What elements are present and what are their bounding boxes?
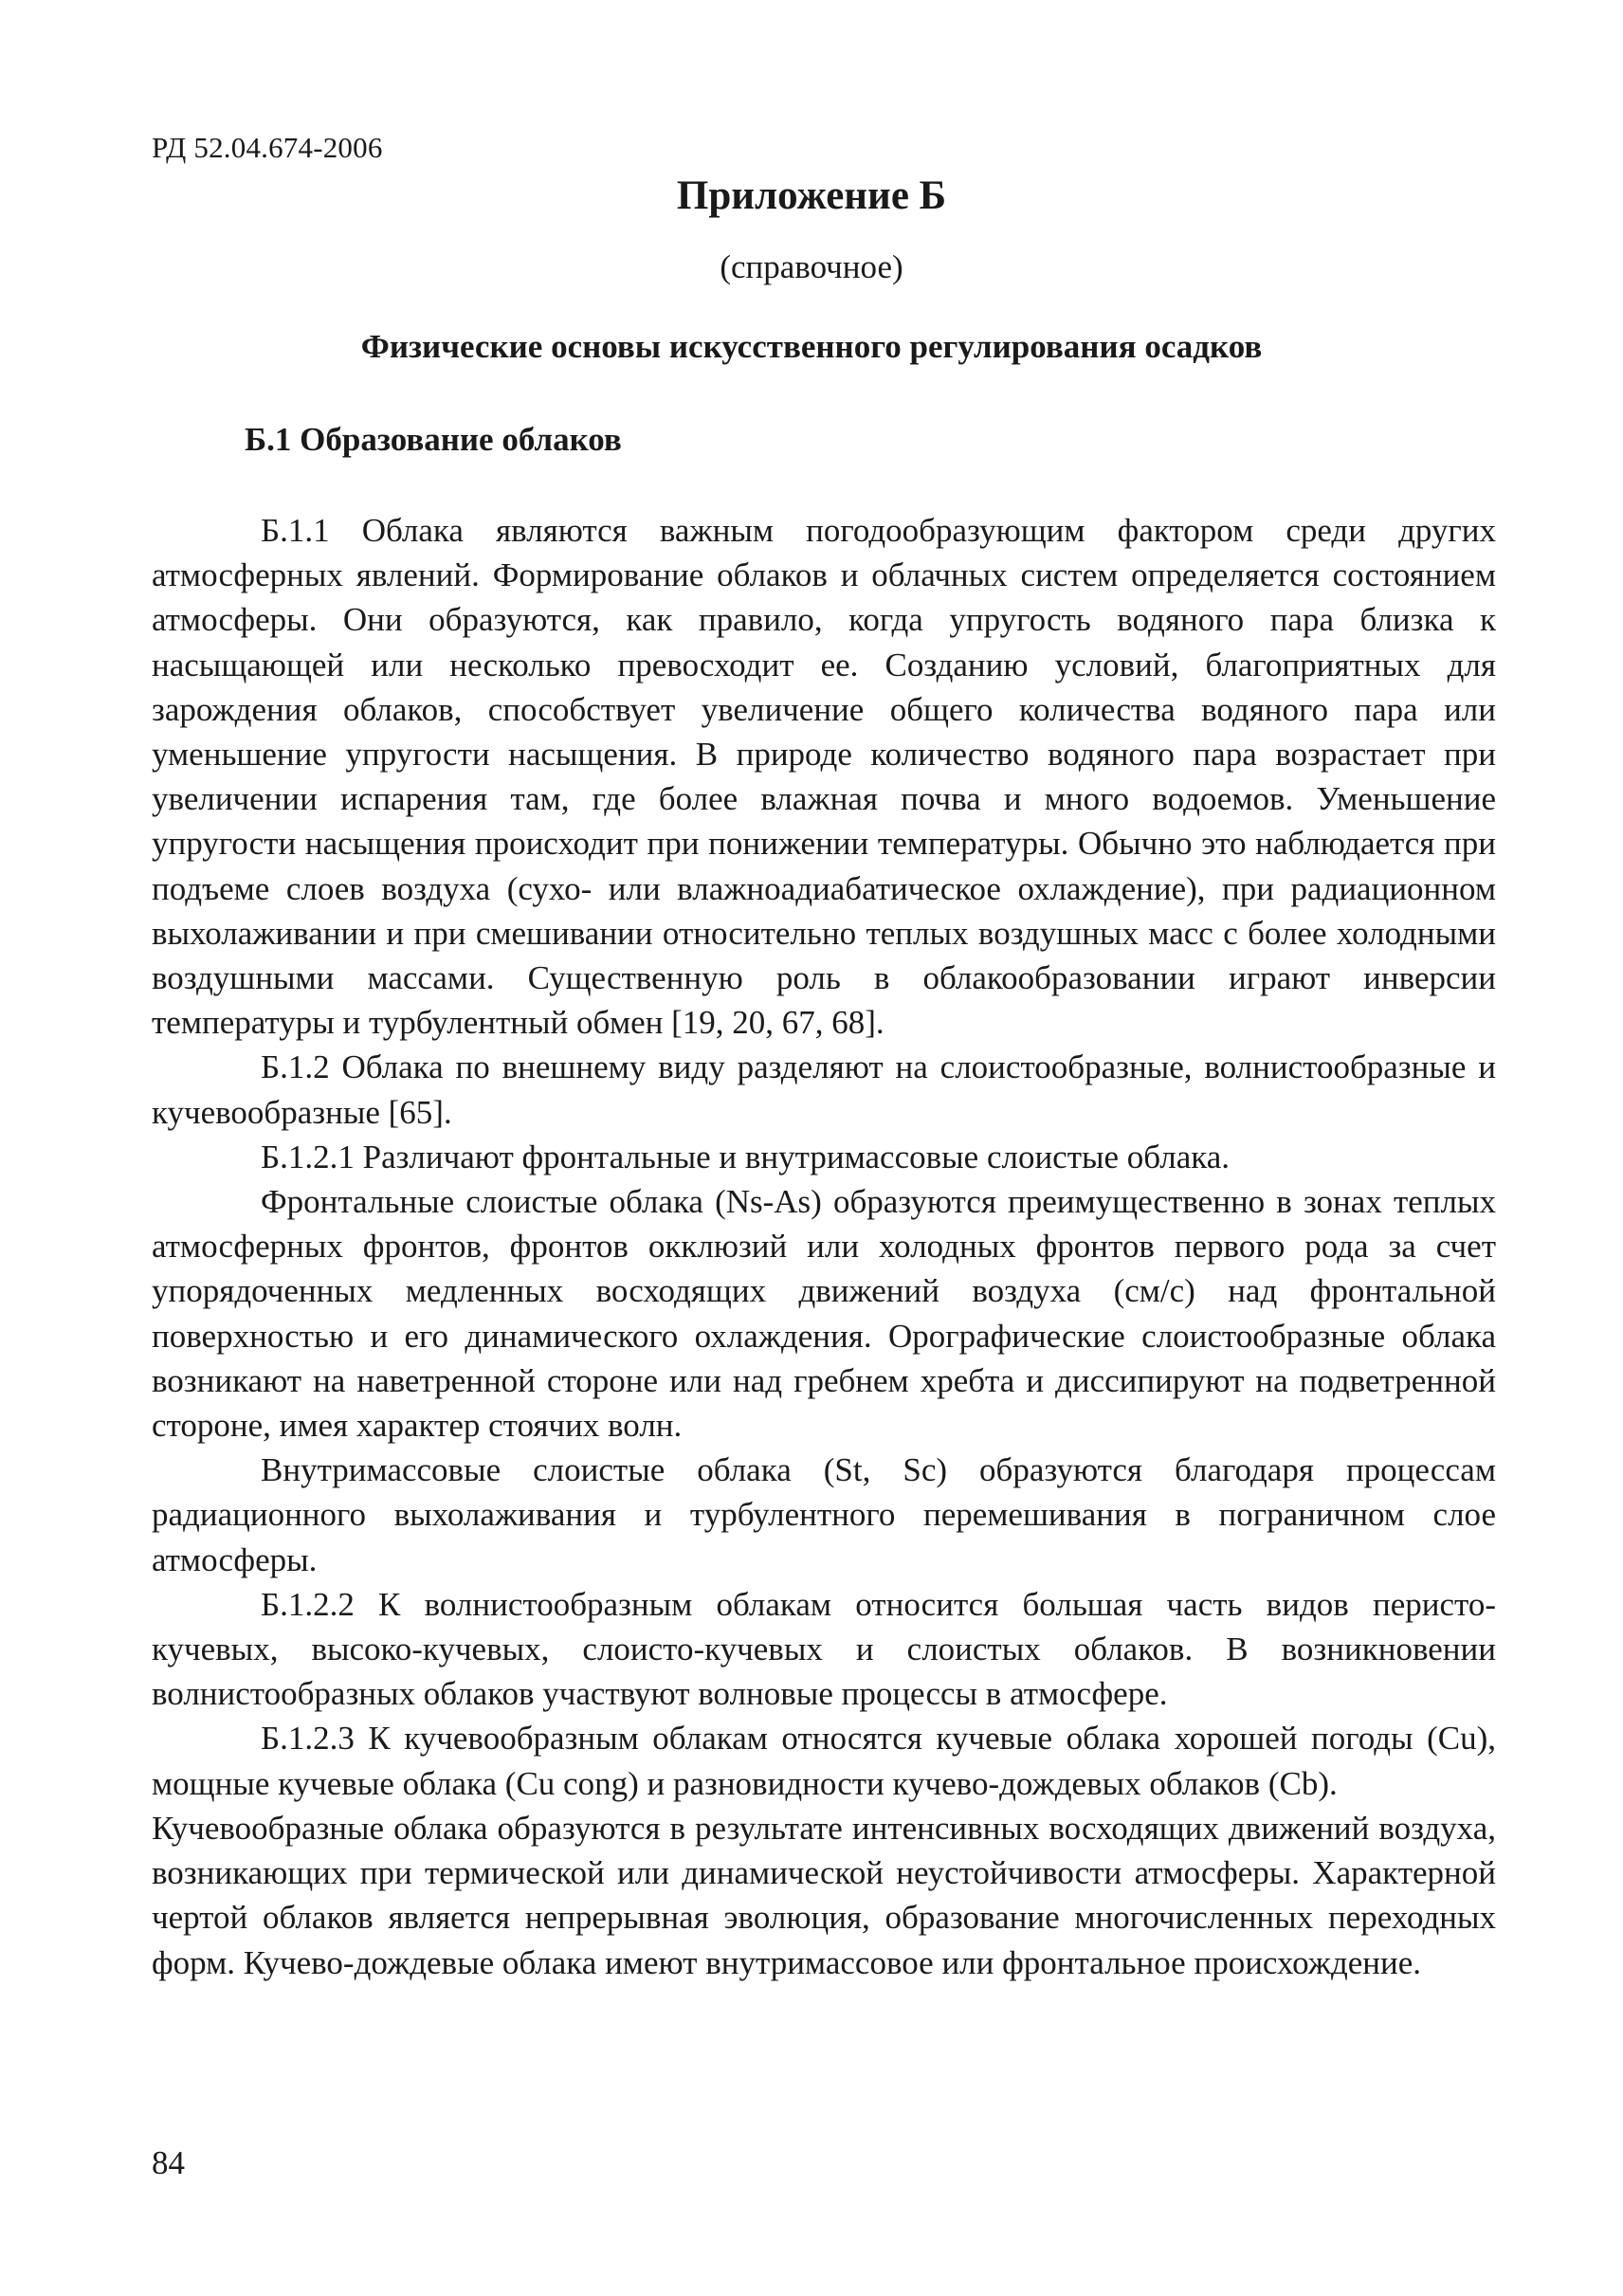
- section-heading: Б.1 Образование облаков: [245, 421, 622, 458]
- paragraph-b-1-2-3: Б.1.2.3 К кучевообразным облакам относятся кучевые облака хорошей погоды (Cu), мощные кучевые облака (Cu cong) и разновидности кучево-дождевых облаков (Cb).: [152, 1720, 1496, 1802]
- document-code: РД 52.04.674-2006: [152, 131, 383, 164]
- paragraph-b-1-2-1: Б.1.2.1 Различают фронтальные и внутримассовые слоистые облака.: [261, 1138, 1231, 1175]
- paragraph-frontal-clouds: Фронтальные слоистые облака (Ns-As) образуются преимущественно в зонах теплых атмосферных фронтов, фронтов окклюзий или холодных фронтов первого рода за счет упорядоченных медленных восходящих движений воздуха (см/с) над фронтальной поверхностью и его динамического охлаждения. Орографические слоистообразные облака возникают на наветренной стороне или над гребнем хребта и диссипируют на подветренной стороне, имея характер стоячих волн.: [152, 1183, 1496, 1445]
- body-text: [152, 508, 1496, 1985]
- main-title: Физические основы искусственного регулирования осадков: [360, 328, 1263, 365]
- paragraph-b-1-2-2: Б.1.2.2 К волнистообразным облакам относится большая часть видов перисто-кучевых, высоко-кучевых, слоисто-кучевых и слоистых облаков. В возникновении волнистообразных облаков участвуют волновые процессы в атмосфере.: [152, 1585, 1496, 1713]
- paragraph-cumulus-formation: Кучевообразные облака образуются в результате интенсивных восходящих движений воздуха, возникающих при термической или динамической неустойчивости атмосферы. Характерной чертой облаков является непрерывная эволюция, образование многочисленных переходных форм. Кучево-дождевые облака имеют внутримассовое или фронтальное происхождение.: [152, 1809, 1496, 1981]
- appendix-title: Приложение Б: [676, 173, 947, 218]
- paragraph-intramass-clouds: Внутримассовые слоистые облака (St, Sc) образуются благодаря процессам радиационного выхолаживания и турбулентного перемешивания в пограничном слое атмосферы.: [152, 1451, 1496, 1578]
- paragraph-b-1-1: Б.1.1 Облака являются важным погодообразующим фактором среди других атмосферных явлений. Формирование облаков и облачных систем определяется состоянием атмосферы. Они образуются, как правило, когда упругость водяного пара близка к насыщающей или несколько превосходит ее. Созданию условий, благоприятных для зарождения облаков, способствует увеличение общего количества водяного пара или уменьшение упругости насыщения. В природе количество водяного пара возрастает при увеличении испарения там, где более влажная почва и много водоемов. Уменьшение упругости насыщения происходит при понижении температуры. Обычно это наблюдается при подъеме слоев воздуха (сухо- или влажноадиабатическое охлаждение), при радиационном выхолаживании и при смешивании относительно теплых воздушных масс с более холодными воздушными массами. Существенную роль в облакообразовании играют инверсии температуры и турбулентный обмен [19, 20, 67, 68].: [152, 512, 1496, 1042]
- paragraph-b-1-2: Б.1.2 Облака по внешнему виду разделяют на слоистообразные, волнистообразные и кучевообразные [65].: [152, 1048, 1496, 1131]
- appendix-type: (справочное): [720, 248, 903, 285]
- page-number: 84: [152, 2144, 185, 2181]
